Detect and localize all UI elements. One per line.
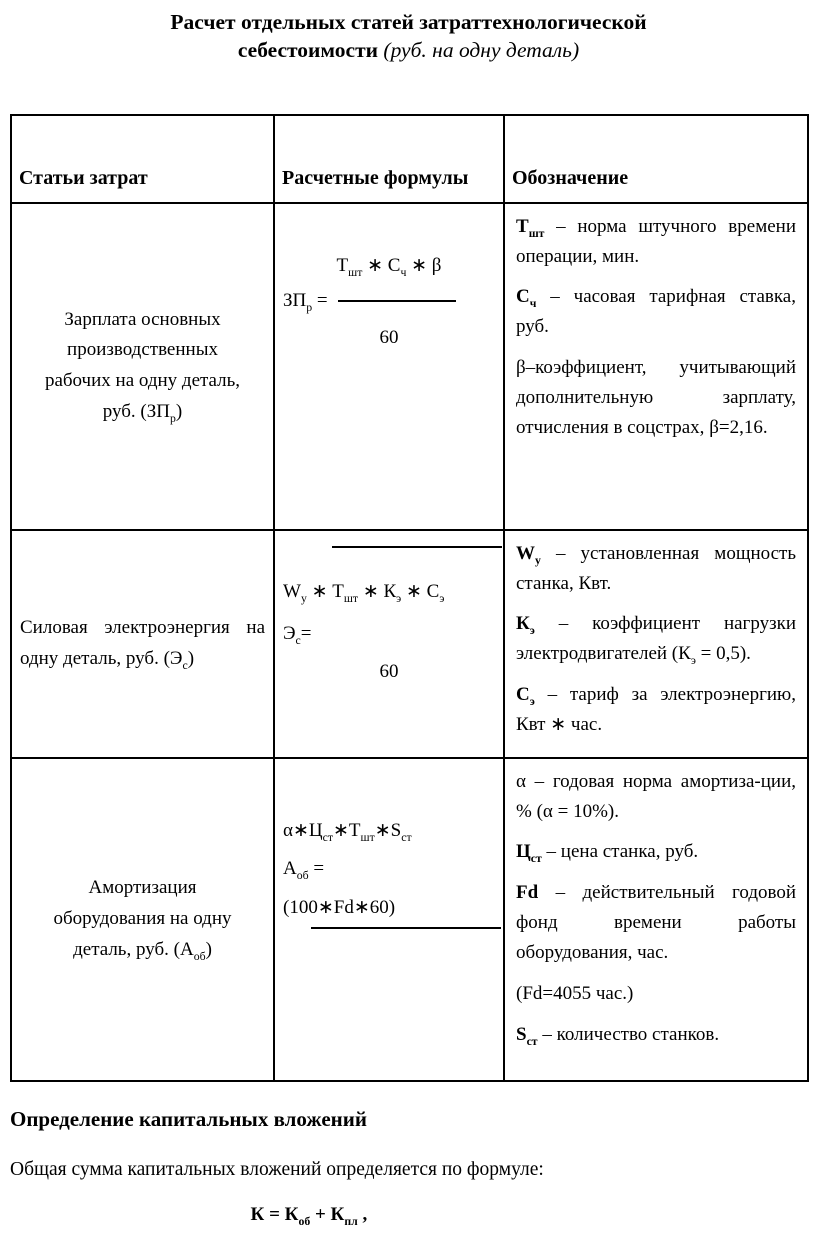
table-row-depreciation <box>11 758 808 1081</box>
legend-paragraph: $С_ч$ – часовая тарифная ставка, руб. <box>516 286 796 338</box>
article-wages: Зарплата основных производственных рабочих на одну деталь, руб. $(ЗП_р)$ <box>11 203 274 530</box>
formula-denominator: (100∗Fd∗60) <box>283 896 396 918</box>
formula-denominator: 60 <box>379 326 399 348</box>
title-line-2 <box>10 36 807 64</box>
fraction-bar <box>332 546 502 548</box>
header-formulas: Расчетные формулы <box>274 115 504 203</box>
formula-numerator: $Т_{шт}$ ∗ $С_ч$ ∗ β <box>336 254 442 279</box>
formula-cell-wages <box>274 203 504 530</box>
cost-items-table <box>10 114 809 1082</box>
legend-paragraph: $Ц_{ст}$ – цена станка, руб. <box>516 841 699 866</box>
title-line-2-italic: (руб. на одну деталь) <box>378 38 580 63</box>
legend-paragraph: Fd – действительный годовой фонд времени работы оборудования, час. <box>516 882 796 963</box>
legend-cell-electricity <box>504 530 808 758</box>
capital-investment-formula: $К = К_{об} + К_{пл}$ , <box>250 1203 368 1228</box>
document-title <box>10 8 807 65</box>
formula-lhs: $ЗП_р$ = <box>283 289 328 314</box>
title-line-1: Расчет отдельных статей затраттехнологической <box>170 10 647 34</box>
formula-numerator: $W_у$ ∗ $Т_{шт}$ ∗ $К_э$ ∗ $С_э$ <box>283 580 445 605</box>
section-heading: Определение капитальных вложений <box>10 1106 367 1131</box>
legend-paragraph: $S_{ст}$ – количество станков. <box>516 1023 720 1048</box>
table-row-electricity <box>11 530 808 758</box>
title-line-2-bold: себестоимости <box>237 38 379 63</box>
legend-cell-depreciation <box>504 758 808 1081</box>
formula-lhs: $А_{об}$ = <box>283 857 325 882</box>
article-electricity: Силовая электроэнергия на одну деталь, руб. $(Э_с)$ <box>11 530 274 758</box>
formula-cell-depreciation <box>274 758 504 1081</box>
legend-paragraph: β–коэффициент, учитывающий дополнительную зарплату, отчисления в соцстрах, β=2,16. <box>516 357 796 438</box>
formula-wages <box>283 254 495 349</box>
header-designation: Обозначение <box>504 115 808 203</box>
formula-electricity <box>283 546 495 683</box>
legend-paragraph: $С_э$ – тариф за электроэнергию, Квт ∗ час. <box>516 684 796 735</box>
fraction-bar <box>311 927 501 929</box>
legend-cell-wages <box>504 203 808 530</box>
section-paragraph: Общая сумма капитальных вложений определяется по формуле: <box>10 1158 544 1180</box>
legend-paragraph: (Fd=4055 час.) <box>516 982 634 1004</box>
formula-numerator: $\alpha∗Ц_{ст}∗Т_{шт}∗S_{ст}$ <box>283 819 412 844</box>
legend-paragraph: α – годовая норма амортиза-ции, % (α = 10%). <box>516 770 796 822</box>
header-cost-items: Статьи затрат <box>11 115 274 203</box>
table-header-row <box>11 115 808 203</box>
formula-depreciation <box>283 819 495 929</box>
fraction-bar <box>338 300 456 302</box>
table-row-wages <box>11 203 808 530</box>
legend-paragraph: $Т_{шт}$ – норма штучного времени операции, мин. <box>516 215 796 267</box>
formula-lhs: $Э_с=$ <box>283 622 312 647</box>
legend-paragraph: $К_э$ – коэффициент нагрузки электродвигателей $(К_э = 0,5)$. <box>516 613 796 668</box>
article-depreciation: Амортизация оборудования на одну деталь, руб. $(А_{об})$ <box>11 758 274 1081</box>
legend-paragraph: $W_у$ – установленная мощность станка, Квт. <box>516 542 796 594</box>
formula-cell-electricity <box>274 530 504 758</box>
formula-denominator: 60 <box>379 660 399 682</box>
